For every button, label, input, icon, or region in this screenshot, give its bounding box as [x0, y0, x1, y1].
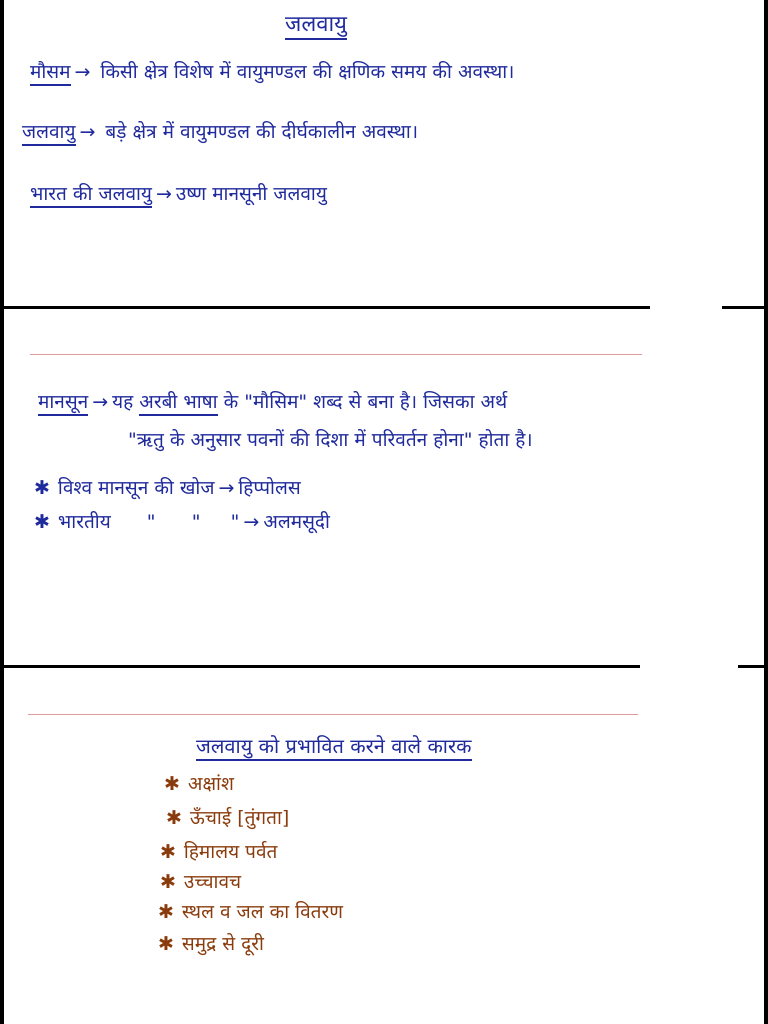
arrow-icon: → — [218, 477, 235, 499]
asterisk-icon: ✱ — [166, 807, 182, 829]
section1-title: जलवायु — [285, 8, 347, 38]
red-rule-1 — [30, 354, 642, 355]
ditto-marks: " " " — [146, 511, 240, 533]
asterisk-icon: ✱ — [34, 511, 50, 533]
arrow-icon: → — [92, 391, 109, 413]
term-climate: जलवायु — [22, 121, 76, 146]
arrow-icon: → — [243, 511, 260, 533]
term-india-climate: भारत की जलवायु — [30, 183, 152, 208]
term-monsoon: मानसून — [38, 391, 88, 416]
factor-item: ✱ ऊँचाई [तुंगता] — [166, 807, 290, 829]
asterisk-icon: ✱ — [160, 871, 176, 893]
asterisk-icon: ✱ — [164, 773, 180, 795]
monsoon-meaning: "ऋतु के अनुसार पवनों की दिशा में परिवर्तन होना" होता है। — [128, 429, 533, 451]
factor-item: ✱ उच्चावच — [160, 871, 242, 893]
red-rule-2 — [28, 714, 638, 715]
bullet-indian-monsoon: ✱ भारतीय " " " → अलमसूदी — [34, 511, 330, 533]
definition-india-climate: भारत की जलवायु → उष्ण मानसूनी जलवायु — [30, 180, 327, 206]
definition-weather: मौसम → किसी क्षेत्र विशेष में वायुमण्डल की क्षणिक समय की अवस्था। — [30, 58, 514, 84]
arrow-icon: → — [79, 121, 96, 143]
arrow-icon: → — [74, 61, 91, 83]
section-divider-2-right — [738, 665, 768, 668]
bullet-world-monsoon: ✱ विश्व मानसून की खोज → हिप्पोलस — [34, 477, 301, 499]
asterisk-icon: ✱ — [158, 933, 174, 955]
arrow-icon: → — [155, 183, 172, 205]
section3-title: जलवायु को प्रभावित करने वाले कारक — [196, 732, 472, 759]
left-border — [0, 0, 4, 1024]
asterisk-icon: ✱ — [34, 477, 50, 499]
term-arabic-language: अरबी भाषा — [139, 391, 217, 416]
section-divider-1 — [0, 306, 650, 309]
definition-climate: जलवायु → बड़े क्षेत्र में वायुमण्डल की दीर्घकालीन अवस्था। — [22, 118, 418, 144]
factor-item: ✱ अक्षांश — [164, 773, 234, 795]
section-divider-1-right — [722, 306, 768, 309]
section-divider-2 — [0, 665, 640, 668]
asterisk-icon: ✱ — [158, 901, 174, 923]
term-weather: मौसम — [30, 61, 71, 86]
definition-monsoon: मानसून → यह अरबी भाषा के "मौसिम" शब्द से बना है। जिसका अर्थ — [38, 388, 507, 414]
factor-item: ✱ समुद्र से दूरी — [158, 933, 264, 955]
asterisk-icon: ✱ — [160, 841, 176, 863]
right-border — [764, 0, 768, 1024]
factor-item: ✱ हिमालय पर्वत — [160, 841, 278, 863]
factor-item: ✱ स्थल व जल का वितरण — [158, 901, 343, 923]
